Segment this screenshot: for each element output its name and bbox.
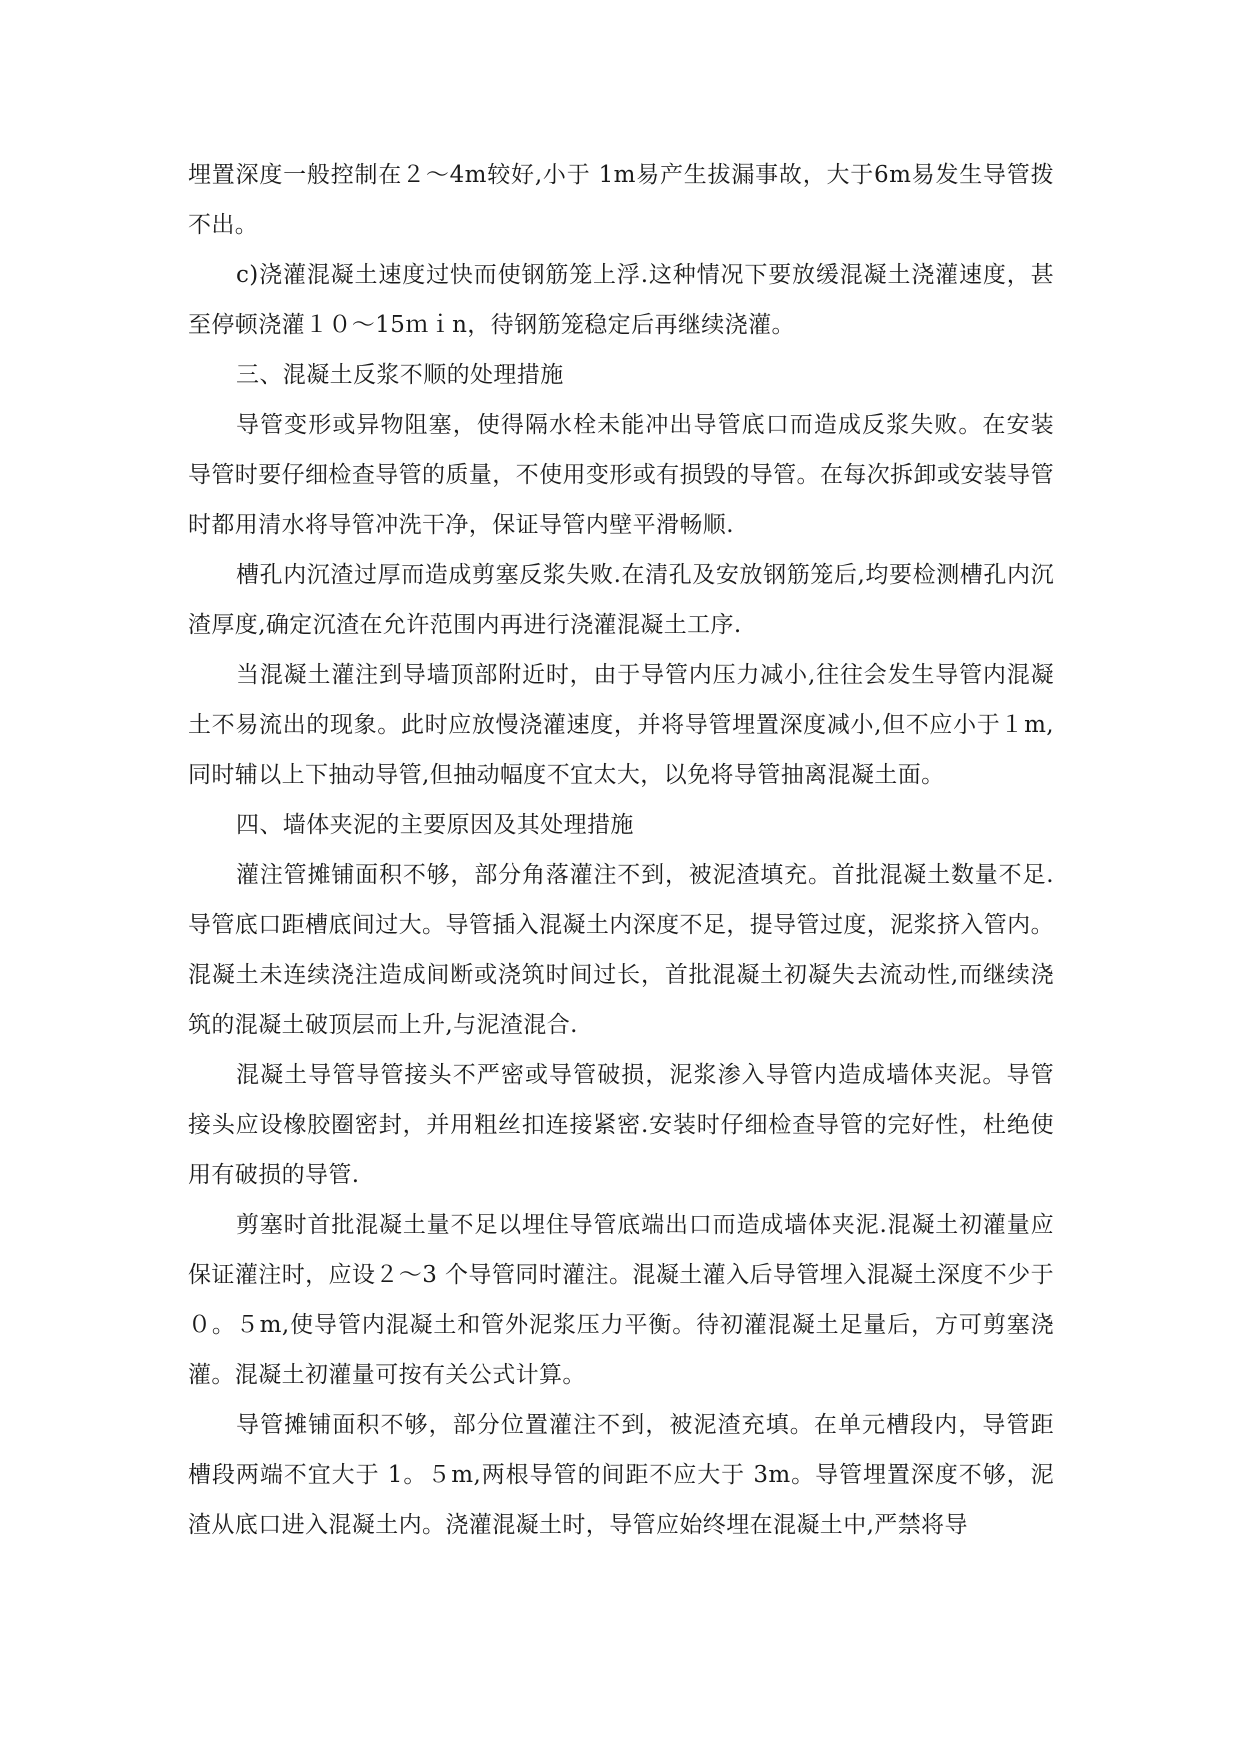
paragraph: 当混凝土灌注到导墙顶部附近时，由于导管内压力减小,往往会发生导管内混凝土不易流出的现象。此时应放慢浇灌速度，并将导管埋置深度减小,但不应小于１m,同时辅以上下抽动导管,但抽动幅度不宜太大，以免将导管抽离混凝土面。 [188,662,1054,788]
document-body [188,150,1054,1550]
section-heading: 三、混凝土反浆不顺的处理措施 [236,362,564,388]
paragraph: 混凝土导管导管接头不严密或导管破损，泥浆渗入导管内造成墙体夹泥。导管接头应设橡胶圈密封，并用粗丝扣连接紧密.安装时仔细检查导管的完好性，杜绝使用有破损的导管. [188,1062,1054,1188]
paragraph: c)浇灌混凝土速度过快而使钢筋笼上浮.这种情况下要放缓混凝土浇灌速度，甚至停顿浇灌１０～15ｍｉn，待钢筋笼稳定后再继续浇灌。 [188,262,1054,338]
paragraph: 剪塞时首批混凝土量不足以埋住导管底端出口而造成墙体夹泥.混凝土初灌量应保证灌注时，应设２～3 个导管同时灌注。混凝土灌入后导管埋入混凝土深度不少于０。５m,使导管内混凝土和管外泥浆压力平衡。待初灌混凝土足量后，方可剪塞浇灌。混凝土初灌量可按有关公式计算。 [188,1212,1054,1388]
section-heading: 四、墙体夹泥的主要原因及其处理措施 [236,812,634,838]
paragraph: 导管变形或异物阻塞，使得隔水栓未能冲出导管底口而造成反浆失败。在安装导管时要仔细检查导管的质量，不使用变形或有损毁的导管。在每次拆卸或安装导管时都用清水将导管冲洗干净，保证导管内壁平滑畅顺. [188,412,1054,538]
paragraph: 灌注管摊铺面积不够，部分角落灌注不到，被泥渣填充。首批混凝土数量不足.导管底口距槽底间过大。导管插入混凝土内深度不足，提导管过度，泥浆挤入管内。混凝土未连续浇注造成间断或浇筑时间过长，首批混凝土初凝失去流动性,而继续浇筑的混凝土破顶层而上升,与泥渣混合. [188,862,1054,1038]
paragraph: 槽孔内沉渣过厚而造成剪塞反浆失败.在清孔及安放钢筋笼后,均要检测槽孔内沉渣厚度,确定沉渣在允许范围内再进行浇灌混凝土工序. [188,562,1054,638]
paragraph: 导管摊铺面积不够，部分位置灌注不到，被泥渣充填。在单元槽段内，导管距槽段两端不宜大于 1。５m,两根导管的间距不应大于 3m。导管埋置深度不够，泥渣从底口进入混凝土内。浇灌混凝土时，导管应始终埋在混凝土中,严禁将导 [188,1412,1054,1538]
paragraph: 埋置深度一般控制在２～4m较好,小于 1m易产生拔漏事故，大于6m易发生导管拨不出。 [188,162,1054,238]
